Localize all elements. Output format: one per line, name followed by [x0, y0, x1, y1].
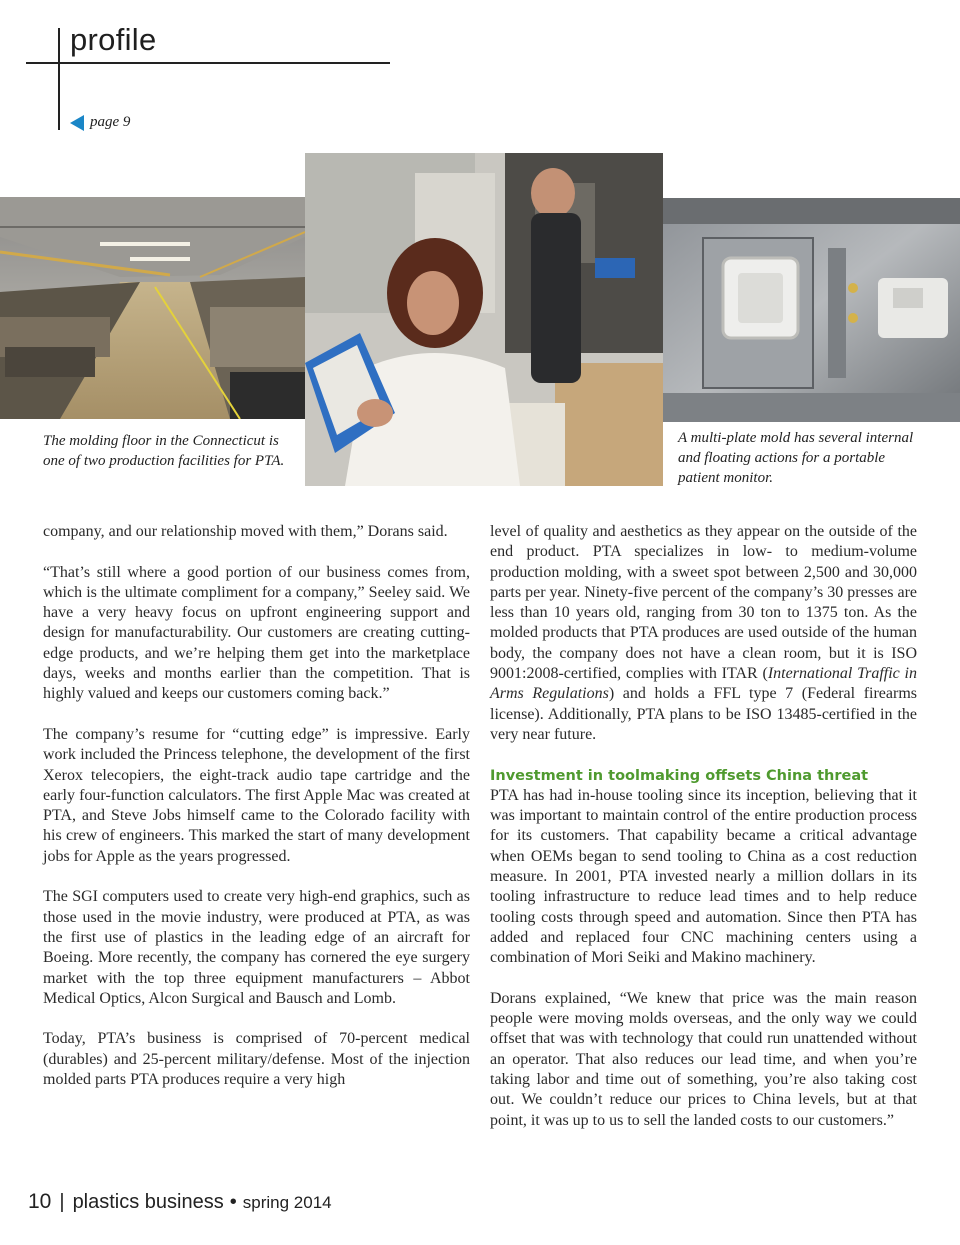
paragraph-text: level of quality and aesthetics as they appear on the outside of the end product. PTA specializes in low- to medium-volume production molding, with a sweet spot between 2,500 and 30,000 parts per year. Ninety-five percent of the company’s 30 presses are less than 10 years old, ranging from 30 ton to 1375 ton. As the molded products that PTA produces are used outside of the human body, the company does not have a clean room, but it is ISO 9001:2008-certified, complies with ITAR ( — [490, 523, 917, 683]
mold-photo — [663, 198, 960, 422]
back-page-label: page 9 — [90, 114, 131, 130]
page-footer — [28, 1190, 332, 1214]
workers-image — [305, 153, 663, 486]
article-right-column — [490, 522, 917, 1151]
factory-floor-image — [0, 197, 305, 419]
header-horizontal-rule — [26, 62, 390, 64]
section-title: profile — [70, 22, 157, 57]
article-paragraph: The company’s resume for “cutting edge” is impressive. Early work included the Princess telephone, the development of the first Xerox telecopiers, the eight-track audio tape cartridge and the early four-function calculators. The first Apple Mac was created at PTA, and Steve Jobs himself came to the Colorado facility with his crew of engineers. This marked the start of many development jobs for Apple as the years progressed. — [43, 725, 470, 865]
mold-caption: A multi-plate mold has several internal and floating actions for a portable patient monitor. — [678, 430, 914, 486]
triangle-left-icon — [70, 115, 84, 131]
workers-photo — [305, 153, 663, 486]
article-paragraph — [490, 522, 917, 745]
back-page-link[interactable] — [70, 114, 130, 131]
article-paragraph: Dorans explained, “We knew that price was the main reason people were moving molds overseas, and the only way we could offset that was with technology that could run unattended without an operator. That also reduces our lead time, and when you’re taking labor and time out of something, you’re also taking cost out. We couldn’t reduce our prices to China levels, but at that point, it was up to us to sell the landed costs to our customers.” — [490, 989, 917, 1129]
article-paragraph: The SGI computers used to create very high-end graphics, such as those used in the movie industry, were produced at PTA, as was the first use of plastics in the leading edge of an aircraft for Boeing. More recently, the company has cornered the eye surgery market with the top three equipment manufacturers – Abbot Medical Optics, Alcon Surgical and Bausch and Lomb. — [43, 888, 470, 1007]
issue-date: spring 2014 — [242, 1193, 332, 1212]
molding-floor-photo — [0, 197, 305, 419]
paragraph-text: ) and holds a FFL type 7 (Federal firearms license). Additionally, PTA plans to be ISO 13485-certified in the very near future. — [490, 685, 917, 743]
mold-image — [663, 198, 960, 422]
section-subheading: Investment in toolmaking offsets China threat — [490, 767, 869, 784]
publication-name: plastics business — [72, 1191, 224, 1213]
footer-separator: | — [59, 1191, 65, 1213]
molding-floor-caption: The molding floor in the Connecticut is one of two production facilities for PTA. — [43, 433, 285, 469]
header-vertical-rule — [58, 28, 60, 130]
article-paragraph: Today, PTA’s business is comprised of 70-percent medical (durables) and 25-percent military/defense. Most of the injection molded parts PTA produces require a very high — [43, 1030, 470, 1089]
article-paragraph: PTA has had in-house tooling since its inception, believing that it was important to maintain control of the entire production process for its customers. That capability became a critical advantage when OEMs began to send tooling to China as a cost reduction measure. In 2001, PTA invested nearly a million dollars in its tooling infrastructure to reduce lead times and to help reduce tooling costs through speed and automation. Since then PTA has added and replaced four CNC machining centers using a combination of Mori Seiki and Makino machinery. — [490, 786, 917, 967]
article-paragraph: “That’s still where a good portion of our business comes from, which is the ultimate compliment for a company,” Seeley said. We have a very heavy focus on upfront engineering support and design for manufacturability. Our customers are creating cutting-edge products, and we’re helping them get into the marketplace days, weeks and months earlier than the competition. That is highly valued and keeps our customers coming back.” — [43, 563, 470, 703]
itar-expansion: International Traffic in Arms Regulations — [490, 665, 917, 703]
article-left-column — [43, 522, 470, 1111]
article-paragraph: company, and our relationship moved with them,” Dorans said. — [43, 523, 448, 540]
footer-bullet: • — [229, 1191, 237, 1213]
page-number: 10 — [28, 1190, 52, 1213]
